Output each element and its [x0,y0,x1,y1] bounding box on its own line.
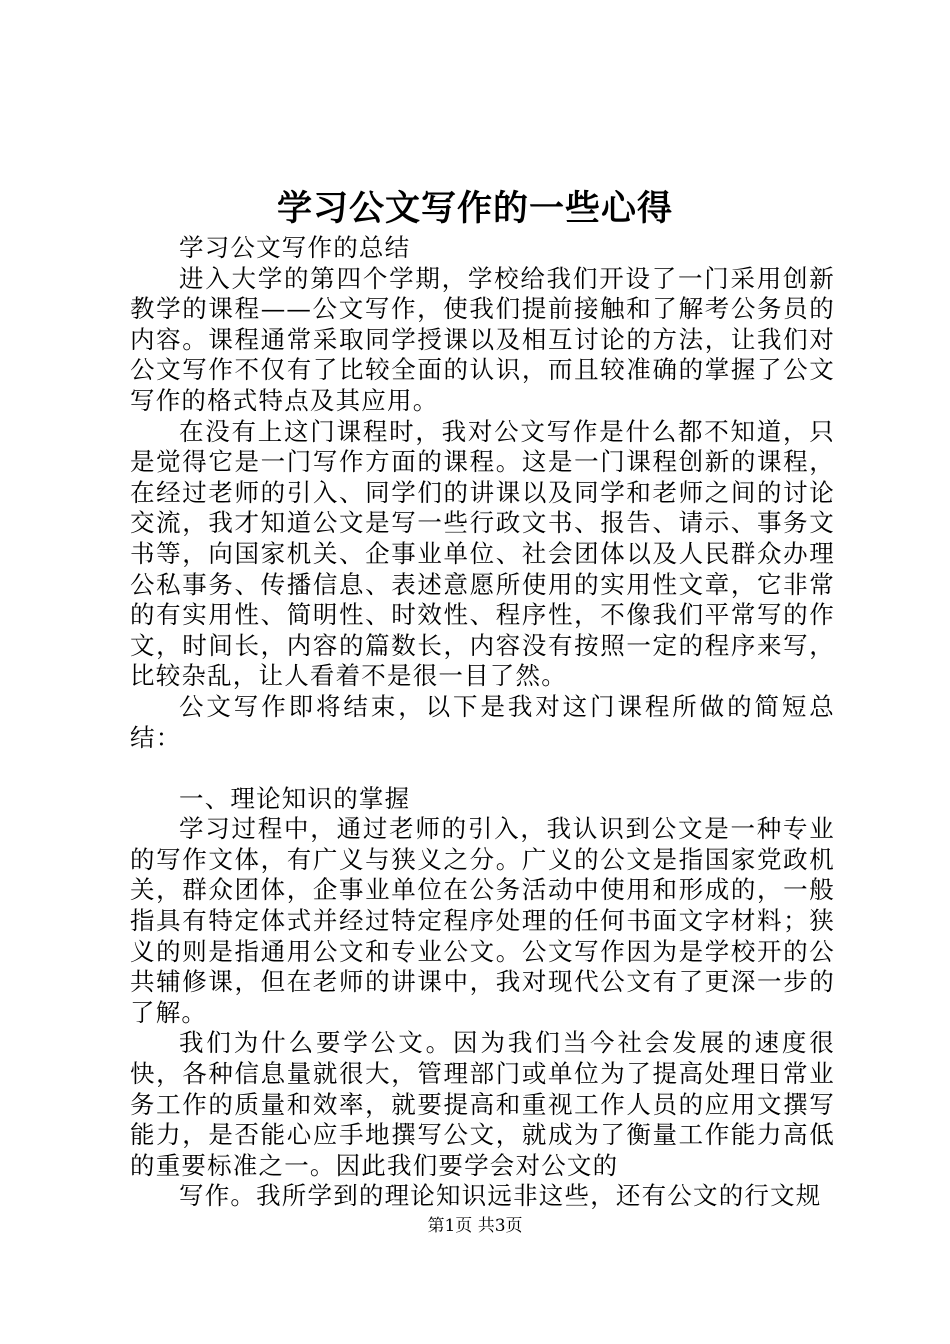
paragraph-summary-heading: 学习公文写作的总结 [179,233,411,262]
document-body [130,233,835,1212]
page-number-footer: 第1页 共3页 [427,1216,523,1236]
blank-line [130,753,835,784]
paragraph-continued: 写作。我所学到的理论知识远非这些，还有公文的行文规 [179,1181,822,1211]
paragraph-why-learn: 我们为什么要学公文。因为我们当今社会发展的速度很快，各种信息量就很大，管理部门或单位为了提高处理日常业务工作的质量和效率，就要提高和重视工作人员的应用文撰写能力，是否能心应手地撰写公文，就成为了衡量工作能力高低的重要标准之一。因此我们要学会对公文的 [130,1028,835,1180]
paragraph-theory: 学习过程中，通过老师的引入，我认识到公文是一种专业的写作文体，有广义与狭义之分。广义的公文是指国家党政机关，群众团体，企事业单位在公务活动中使用和形成的，一般指具有特定体式并经过特定程序处理的任何书面文字材料；狭义的则是指通用公文和专业公文。公文写作因为是学校开的公共辅修课，但在老师的讲课中，我对现代公文有了更深一步的了解。 [130,814,835,1027]
paragraph-summary-lead: 公文写作即将结束，以下是我对这门课程所做的简短总结： [130,691,835,752]
paragraph-before-course: 在没有上这门课程时，我对公文写作是什么都不知道，只是觉得它是一门写作方面的课程。这是一门课程创新的课程，在经过老师的引入、同学们的讲课以及同学和老师之间的讨论交流，我才知道公文是写一些行政文书、报告、请示、事务文书等，向国家机关、企事业单位、社会团体以及人民群众办理公私事务、传播信息、表述意愿所使用的实用性文章，它非常的有实用性、简明性、时效性、程序性，不像我们平常写的作文，时间长，内容的篇数长，内容没有按照一定的程序来写，比较杂乱，让人看着不是很一目了然。 [130,416,835,691]
paragraph-intro: 进入大学的第四个学期，学校给我们开设了一门采用创新教学的课程——公文写作，使我们提前接触和了解考公务员的内容。课程通常采取同学授课以及相互讨论的方法，让我们对公文写作不仅有了比较全面的认识，而且较准确的掌握了公文写作的格式特点及其应用。 [130,263,835,415]
document-title: 学习公文写作的一些心得 [276,188,673,229]
section-heading-theory: 一、理论知识的掌握 [179,783,411,813]
